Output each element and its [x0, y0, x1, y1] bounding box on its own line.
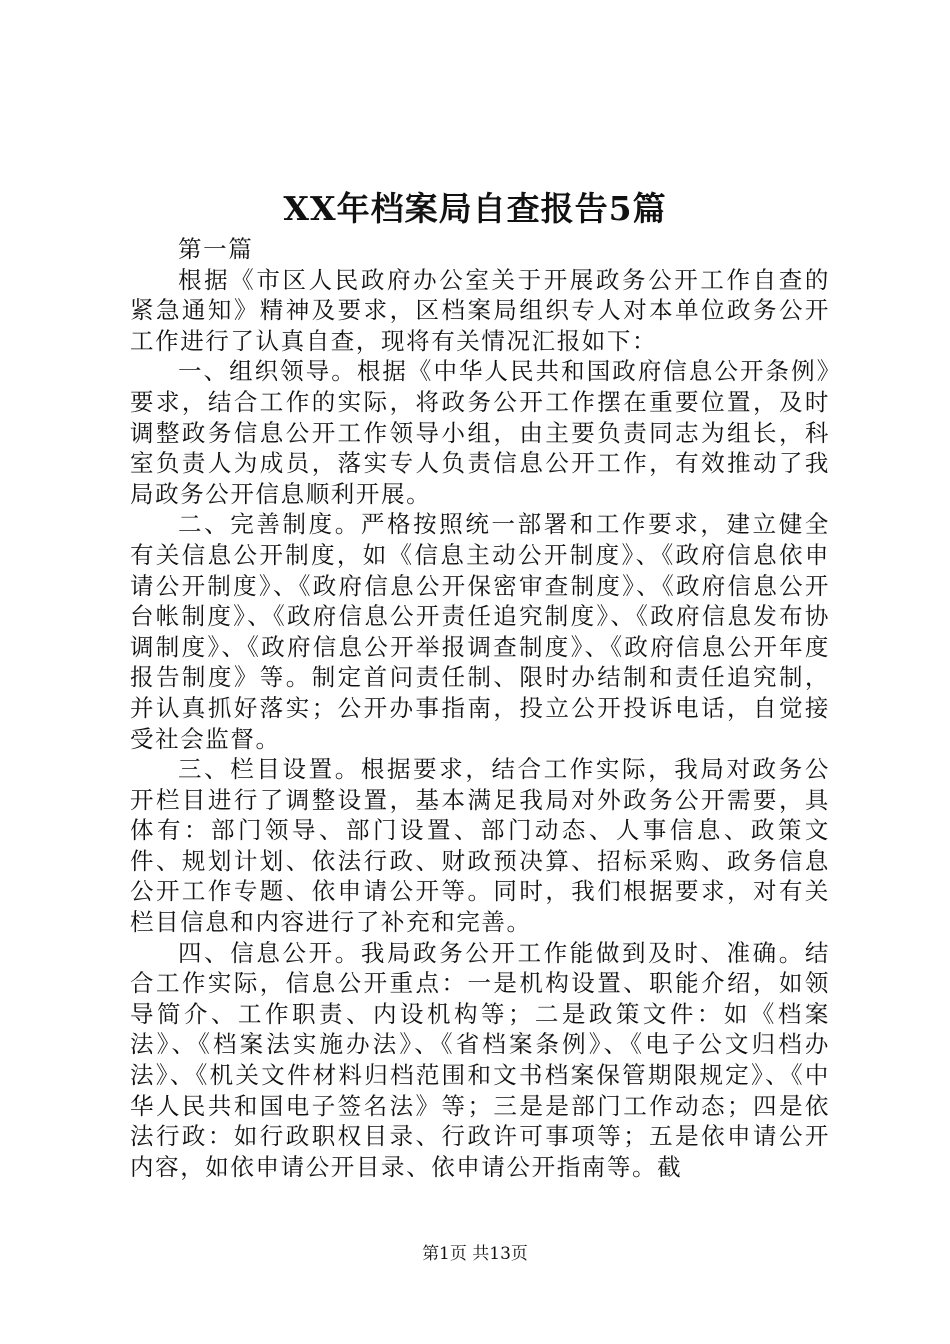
paragraph-organization-leadership: 一、组织领导。根据《中华人民共和国政府信息公开条例》要求，结合工作的实际，将政务公开工作摆在重要位置，及时调整政务信息公开工作领导小组，由主要负责同志为组长，科室负责人为成员，落实专人负责信息公开工作，有效推动了我局政务公开信息顺利开展。 [130, 357, 830, 508]
page-title: XX年档案局自查报告5篇 [283, 189, 667, 228]
paragraph-column-setup: 三、栏目设置。根据要求，结合工作实际，我局对政务公开栏目进行了调整设置，基本满足我局对外政务公开需要，具体有：部门领导、部门设置、部门动态、人事信息、政策文件、规划计划、依法行政、财政预决算、招标采购、政务信息公开工作专题、依申请公开等。同时，我们根据要求，对有关栏目信息和内容进行了补充和完善。 [130, 755, 830, 937]
paragraph-improve-system: 二、完善制度。严格按照统一部署和工作要求，建立健全有关信息公开制度，如《信息主动公开制度》、《政府信息依申请公开制度》、《政府信息公开保密审查制度》、《政府信息公开台帐制度》、《政府信息公开责任追究制度》、《政府信息发布协调制度》、《政府信息公开举报调查制度》、《政府信息公开年度报告制度》等。制定首问责任制、限时办结制和责任追究制，并认真抓好落实；公开办事指南，投立公开投诉电话，自觉接受社会监督。 [130, 510, 830, 753]
document-body [130, 234, 830, 1182]
section-heading: 第一篇 [178, 235, 254, 263]
intro-paragraph: 根据《市区人民政府办公室关于开展政务公开工作自查的紧急通知》精神及要求，区档案局组织专人对本单位政务公开工作进行了认真自查，现将有关情况汇报如下： [130, 265, 830, 355]
page-number-footer: 第1页 共13页 [422, 1244, 528, 1264]
paragraph-information-disclosure: 四、信息公开。我局政务公开工作能做到及时、准确。结合工作实际，信息公开重点：一是机构设置、职能介绍，如领导简介、工作职责、内设机构等；二是政策文件：如《档案法》、《档案法实施办法》、《省档案条例》、《电子公文归档办法》、《机关文件材料归档范围和文书档案保管期限规定》、《中华人民共和国电子签名法》等；三是是部门工作动态；四是依法行政：如行政职权目录、行政许可事项等；五是依申请公开内容，如依申请公开目录、依申请公开指南等。截 [130, 938, 830, 1181]
